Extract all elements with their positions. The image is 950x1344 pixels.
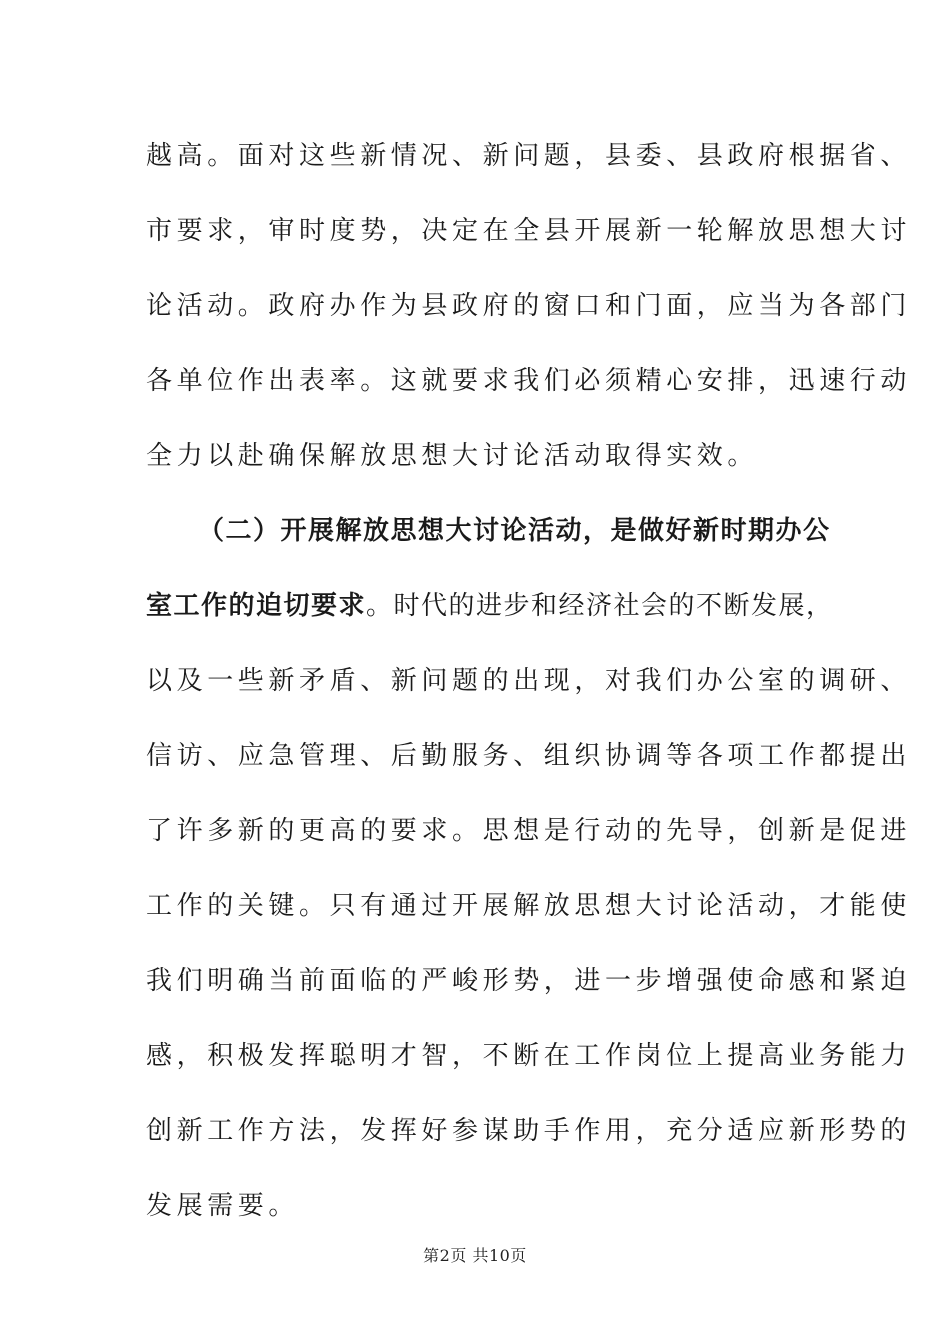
section-heading-continuation	[146, 580, 834, 655]
paragraph-line: 以及一些新矛盾、新问题的出现，对我们办公室的调研、	[146, 666, 912, 696]
paragraph-line: 越高。面对这些新情况、新问题，县委、县政府根据省、	[146, 141, 912, 171]
paragraph-line: 我们明确当前面临的严峻形势，进一步增强使命感和紧迫	[146, 966, 912, 996]
paragraph-line: 工作的关键。只有通过开展解放思想大讨论活动，才能使	[146, 891, 912, 921]
paragraph-line: 市要求，审时度势，决定在全县开展新一轮解放思想大讨	[146, 216, 912, 246]
paragraph-line: 各单位作出表率。这就要求我们必须精心安排，迅速行动	[146, 366, 912, 396]
paragraph-text: 。时代的进步和经济社会的不断发展，	[366, 591, 834, 621]
paragraph-line: 了许多新的更高的要求。思想是行动的先导，创新是促进	[146, 816, 912, 846]
paragraph-line: 发展需要。	[146, 1191, 300, 1221]
section-heading-tail: 室工作的迫切要求	[146, 591, 367, 621]
paragraph-line: 感，积极发挥聪明才智，不断在工作岗位上提高业务能力	[146, 1041, 912, 1071]
section-heading: （二）开展解放思想大讨论活动，是做好新时期办公	[198, 516, 831, 546]
paragraph-line: 信访、应急管理、后勤服务、组织协调等各项工作都提出	[146, 741, 912, 771]
paragraph-line: 创新工作方法，发挥好参谋助手作用，充分适应新形势的	[146, 1116, 912, 1146]
page-number-footer: 第2页 共10页	[423, 1246, 527, 1265]
document-body	[146, 130, 912, 1255]
paragraph-line: 全力以赴确保解放思想大讨论活动取得实效。	[146, 441, 759, 471]
paragraph-line: 论活动。政府办作为县政府的窗口和门面，应当为各部门	[146, 291, 912, 321]
